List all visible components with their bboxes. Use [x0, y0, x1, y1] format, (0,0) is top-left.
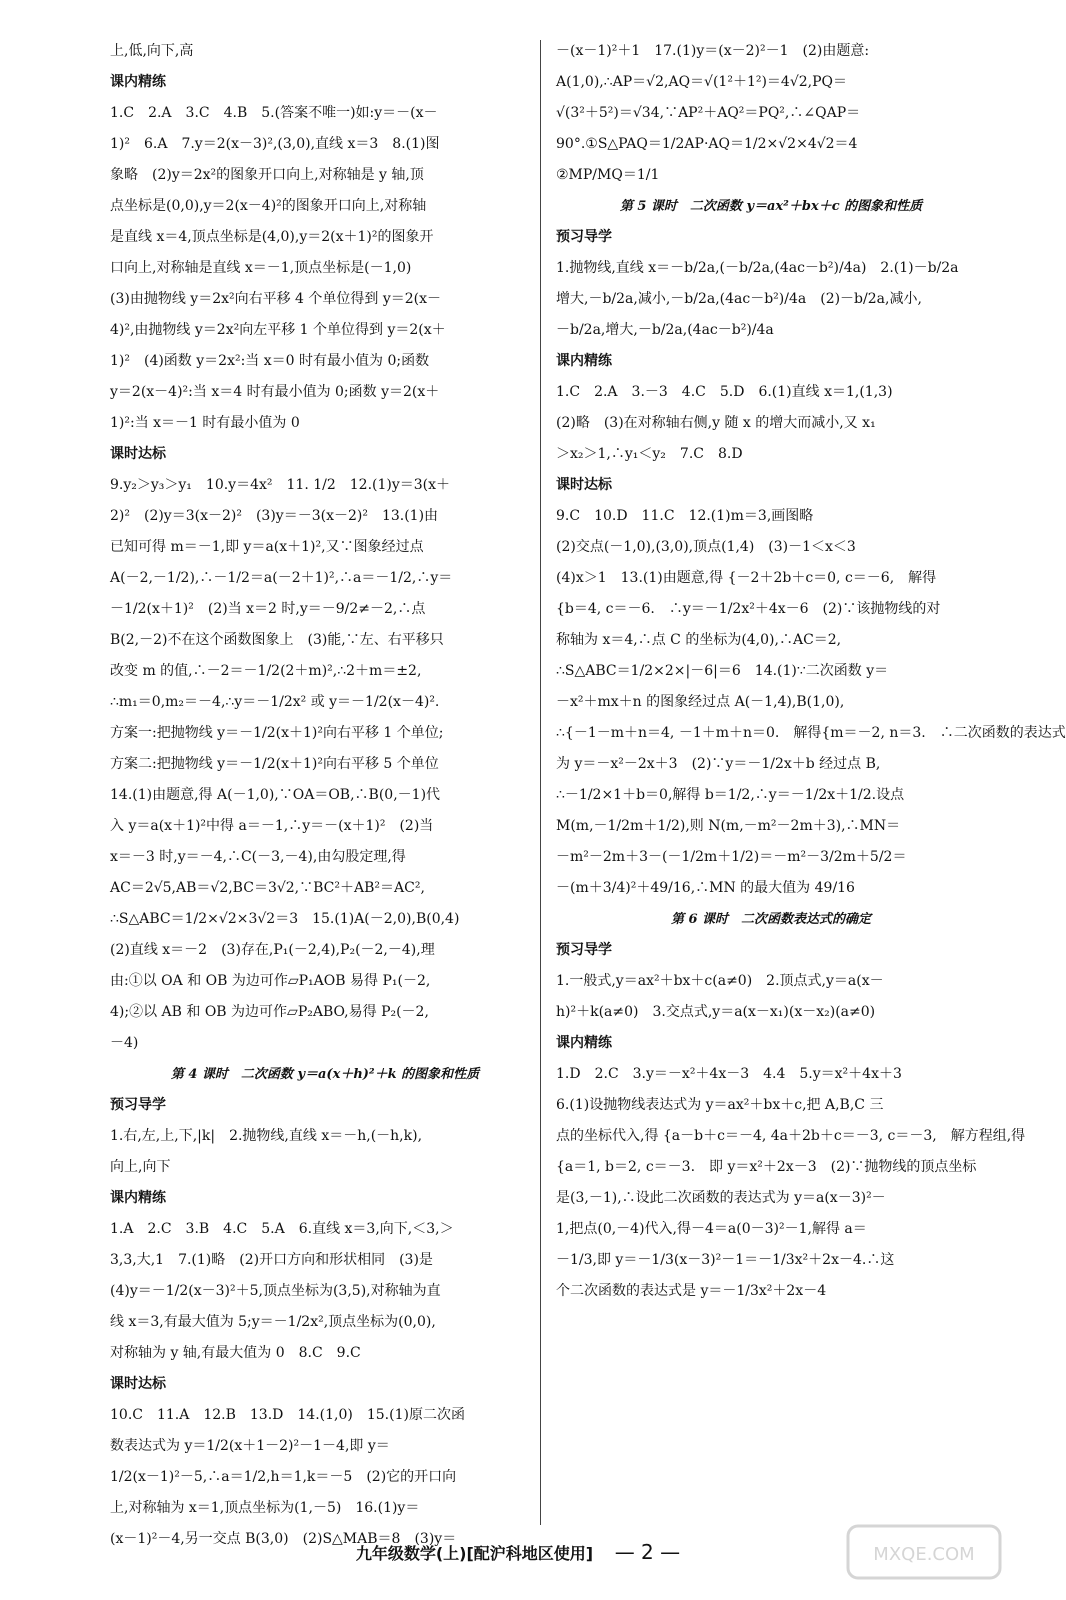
- right-text-line: 9.C 10.D 11.C 12.(1)m＝3,画图略: [556, 508, 814, 524]
- left-text-line: 方案二:把抛物线 y＝－1/2(x＋1)²向右平移 5 个单位: [110, 756, 439, 772]
- left-text-line: 上,低,向下,高: [110, 43, 194, 59]
- section-heading: 预习导学: [110, 1097, 166, 1113]
- page-number: — 2 —: [614, 1540, 681, 1564]
- left-text-line: 数表达式为 y＝1/2(x＋1－2)²－1－4,即 y＝: [110, 1438, 390, 1454]
- right-text-line: 称轴为 x＝4,∴点 C 的坐标为(4,0),∴AC＝2,: [556, 632, 842, 648]
- right-text-line: －(m＋3/4)²＋49/16,∴MN 的最大值为 49/16: [556, 880, 855, 896]
- right-text-line: (2)略 (3)在对称轴右侧,y 随 x 的增大而减小,又 x₁: [556, 415, 876, 431]
- right-text-line: 点的坐标代入,得 {a－b＋c＝－4, 4a＋2b＋c＝－3, c＝－3, 解方程组,得: [556, 1128, 1026, 1144]
- left-text-line: 由:①以 OA 和 OB 为边可作▱P₁AOB 易得 P₁(－2,: [110, 973, 431, 989]
- right-text-line: {b＝4, c＝－6. ∴y＝－1/2x²＋4x－6 (2)∵该抛物线的对: [556, 601, 941, 617]
- section-heading: 预习导学: [556, 942, 612, 958]
- right-text-line: ∴{－1－m＋n＝4, －1＋m＋n＝0. 解得{m＝－2, n＝3. ∴二次函数的表达式: [556, 725, 1066, 741]
- left-text-line: 象略 (2)y＝2x²的图象开口向上,对称轴是 y 轴,顶: [110, 167, 424, 183]
- left-text-line: 9.y₂＞y₃＞y₁ 10.y＝4x² 11. 1/2 12.(1)y＝3(x＋: [110, 477, 451, 493]
- right-text-line: (2)交点(－1,0),(3,0),顶点(1,4) (3)－1＜x＜3: [556, 539, 856, 555]
- left-text-line: 对称轴为 y 轴,有最大值为 0 8.C 9.C: [110, 1345, 361, 1361]
- watermark-logo: [844, 1522, 1004, 1582]
- left-text-line: 1.C 2.A 3.C 4.B 5.(答案不唯一)如:y＝－(x－: [110, 105, 438, 121]
- lesson-title: 第 4 课时 二次函数 y＝a(x＋h)²＋k 的图象和性质: [170, 1067, 480, 1082]
- right-text-line: 1,把点(0,－4)代入,得－4＝a(0－3)²－1,解得 a＝: [556, 1221, 867, 1237]
- right-text-line: －x²＋mx＋n 的图象经过点 A(－1,4),B(1,0),: [556, 694, 845, 710]
- section-heading: 课内精练: [556, 1035, 612, 1051]
- right-text-line: －m²－2m＋3－(－1/2m＋1/2)＝－m²－3/2m＋5/2＝: [556, 849, 907, 865]
- left-text-line: 3,3,大,1 7.(1)略 (2)开口方向和形状相同 (3)是: [110, 1252, 433, 1268]
- left-text-line: 2)² (2)y＝3(x－2)² (3)y＝－3(x－2)² 13.(1)由: [110, 508, 439, 524]
- lesson-title: 第 6 课时 二次函数表达式的确定: [670, 912, 872, 927]
- left-text-line: 改变 m 的值,∴－2＝－1/2(2＋m)²,∴2＋m＝±2,: [110, 663, 422, 679]
- right-text-line: M(m,－1/2m＋1/2),则 N(m,－m²－2m＋3),∴MN＝: [556, 818, 901, 834]
- column-divider: [540, 40, 541, 1525]
- left-text-line: 4);②以 AB 和 OB 为边可作▱P₂ABO,易得 P₂(－2,: [110, 1004, 429, 1020]
- left-text-line: 是直线 x＝4,顶点坐标是(4,0),y＝2(x＋1)²的图象开: [110, 229, 434, 245]
- left-text-line: 14.(1)由题意,得 A(－1,0),∵OA＝OB,∴B(0,－1)代: [110, 787, 441, 803]
- right-text-line: (4)x＞1 13.(1)由题意,得 {－2＋2b＋c＝0, c＝－6, 解得: [556, 570, 937, 586]
- left-text-line: 口向上,对称轴是直线 x＝－1,顶点坐标是(－1,0): [110, 260, 412, 276]
- right-text-line: {a＝1, b＝2, c＝－3. 即 y＝x²＋2x－3 (2)∵抛物线的顶点坐标: [556, 1159, 977, 1175]
- left-text-line: 1)²:当 x＝－1 时有最小值为 0: [110, 415, 300, 431]
- section-heading: 课时达标: [110, 446, 166, 462]
- left-text-line: 4)²,由抛物线 y＝2x²向左平移 1 个单位得到 y＝2(x＋: [110, 322, 446, 338]
- right-text-line: 1.D 2.C 3.y＝－x²＋4x－3 4.4 5.y＝x²＋4x＋3: [556, 1066, 902, 1082]
- right-text-line: h)²＋k(a≠0) 3.交点式,y＝a(x－x₁)(x－x₂)(a≠0): [556, 1004, 876, 1020]
- right-text-line: 90°.①S△PAQ＝1/2AP·AQ＝1/2×√2×4√2＝4: [556, 136, 858, 152]
- left-text-line: x＝－3 时,y＝－4,∴C(－3,－4),由勾股定理,得: [110, 849, 406, 865]
- left-text-line: (3)由抛物线 y＝2x²向右平移 4 个单位得到 y＝2(x－: [110, 291, 442, 307]
- right-text-line: 1.抛物线,直线 x＝－b/2a,(－b/2a,(4ac－b²)/4a) 2.(1)－b/2a: [556, 260, 959, 276]
- right-text-line: －1/3,即 y＝－1/3(x－3)²－1＝－1/3x²＋2x－4.∴这: [556, 1252, 895, 1268]
- right-text-line: ＞x₂＞1,∴y₁＜y₂ 7.C 8.D: [556, 446, 743, 462]
- left-text-line: 入 y＝a(x＋1)²中得 a＝－1,∴y＝－(x＋1)² (2)当: [110, 818, 434, 834]
- left-text-line: 1/2(x－1)²－5,∴a＝1/2,h＝1,k＝－5 (2)它的开口向: [110, 1469, 457, 1485]
- left-text-line: －4): [110, 1035, 139, 1051]
- right-text-line: ②MP/MQ＝1/1: [556, 167, 660, 183]
- left-text-line: 点坐标是(0,0),y＝2(x－4)²的图象开口向上,对称轴: [110, 198, 427, 214]
- left-text-line: B(2,－2)不在这个函数图象上 (3)能,∵左、右平移只: [110, 632, 444, 648]
- left-text-line: (x－1)²－4,另一交点 B(3,0) (2)S△MAB＝8 (3)y＝: [110, 1531, 457, 1547]
- watermark-text: MXQE.COM: [873, 1544, 975, 1565]
- left-text-line: 向上,向下: [110, 1159, 171, 1175]
- left-text-line: 上,对称轴为 x＝1,顶点坐标为(1,－5) 16.(1)y＝: [110, 1500, 420, 1516]
- section-heading: 课内精练: [556, 353, 612, 369]
- right-text-line: －(x－1)²＋1 17.(1)y＝(x－2)²－1 (2)由题意:: [556, 43, 870, 59]
- left-text-line: (2)直线 x＝－2 (3)存在,P₁(－2,4),P₂(－2,－4),理: [110, 942, 435, 958]
- right-text-line: √(3²＋5²)＝√34,∵AP²＋AQ²＝PQ²,∴∠QAP＝: [556, 105, 861, 121]
- lesson-title: 第 5 课时 二次函数 y＝ax²＋bx＋c 的图象和性质: [619, 199, 923, 214]
- left-text-line: 1)² 6.A 7.y＝2(x－3)²,(3,0),直线 x＝3 8.(1)图: [110, 136, 440, 152]
- right-text-line: ∴S△ABC＝1/2×2×|－6|＝6 14.(1)∵二次函数 y＝: [556, 663, 889, 679]
- section-heading: 课内精练: [110, 1190, 166, 1206]
- right-text-line: 为 y＝－x²－2x＋3 (2)∵y＝－1/2x＋b 经过点 B,: [556, 756, 881, 772]
- left-text-line: ∴m₁＝0,m₂＝－4,∴y＝－1/2x² 或 y＝－1/2(x－4)².: [110, 694, 440, 710]
- footer-book-title: 九年级数学(上)[配沪科地区使用]: [355, 1544, 594, 1563]
- left-text-line: 10.C 11.A 12.B 13.D 14.(1,0) 15.(1)原二次函: [110, 1407, 465, 1423]
- right-text-line: 1.一般式,y＝ax²＋bx＋c(a≠0) 2.顶点式,y＝a(x－: [556, 973, 884, 989]
- right-text-line: 是(3,－1),∴设此二次函数的表达式为 y＝a(x－3)²－: [556, 1190, 886, 1206]
- section-heading: 课时达标: [556, 477, 612, 493]
- right-text-line: ∴－1/2×1＋b＝0,解得 b＝1/2,∴y＝－1/2x＋1/2.设点: [556, 787, 905, 803]
- right-text-line: A(1,0),∴AP＝√2,AQ＝√(1²＋1²)＝4√2,PQ＝: [556, 74, 848, 90]
- section-heading: 预习导学: [556, 229, 612, 245]
- left-text-line: A(－2,－1/2),∴－1/2＝a(－2＋1)²,∴a＝－1/2,∴y＝: [110, 570, 453, 586]
- left-text-line: AC＝2√5,AB＝√2,BC＝3√2,∵BC²＋AB²＝AC²,: [110, 880, 425, 896]
- left-column: [110, 36, 540, 1555]
- left-text-line: 方案一:把抛物线 y＝－1/2(x＋1)²向右平移 1 个单位;: [110, 725, 444, 741]
- left-text-line: (4)y＝－1/2(x－3)²＋5,顶点坐标为(3,5),对称轴为直: [110, 1283, 441, 1299]
- left-text-line: 已知可得 m＝－1,即 y＝a(x＋1)²,又∵图象经过点: [110, 539, 424, 555]
- section-heading: 课时达标: [110, 1376, 166, 1392]
- left-text-line: 线 x＝3,有最大值为 5;y＝－1/2x²,顶点坐标为(0,0),: [110, 1314, 436, 1330]
- right-text-line: 6.(1)设抛物线表达式为 y＝ax²＋bx＋c,把 A,B,C 三: [556, 1097, 884, 1113]
- left-text-line: 1.右,左,上,下,|k| 2.抛物线,直线 x＝－h,(－h,k),: [110, 1128, 423, 1144]
- watermark-logo-icon: [844, 1522, 1004, 1582]
- right-column: [556, 36, 1066, 1307]
- right-text-line: 增大,－b/2a,减小,－b/2a,(4ac－b²)/4a (2)－b/2a,减小,: [556, 291, 922, 307]
- left-text-line: 1.A 2.C 3.B 4.C 5.A 6.直线 x＝3,向下,＜3,＞: [110, 1221, 454, 1237]
- right-text-line: 个二次函数的表达式是 y＝－1/3x²＋2x－4: [556, 1283, 827, 1299]
- left-text-line: －1/2(x＋1)² (2)当 x＝2 时,y＝－9/2≠－2,∴点: [110, 601, 426, 617]
- left-text-line: 1)² (4)函数 y＝2x²:当 x＝0 时有最小值为 0;函数: [110, 353, 430, 369]
- section-heading: 课内精练: [110, 74, 166, 90]
- right-text-line: －b/2a,增大,－b/2a,(4ac－b²)/4a: [556, 322, 774, 338]
- left-text-line: y＝2(x－4)²:当 x＝4 时有最小值为 0;函数 y＝2(x＋: [110, 384, 440, 400]
- left-text-line: ∴S△ABC＝1/2×√2×3√2＝3 15.(1)A(－2,0),B(0,4): [110, 911, 460, 927]
- right-text-line: 1.C 2.A 3.－3 4.C 5.D 6.(1)直线 x＝1,(1,3): [556, 384, 893, 400]
